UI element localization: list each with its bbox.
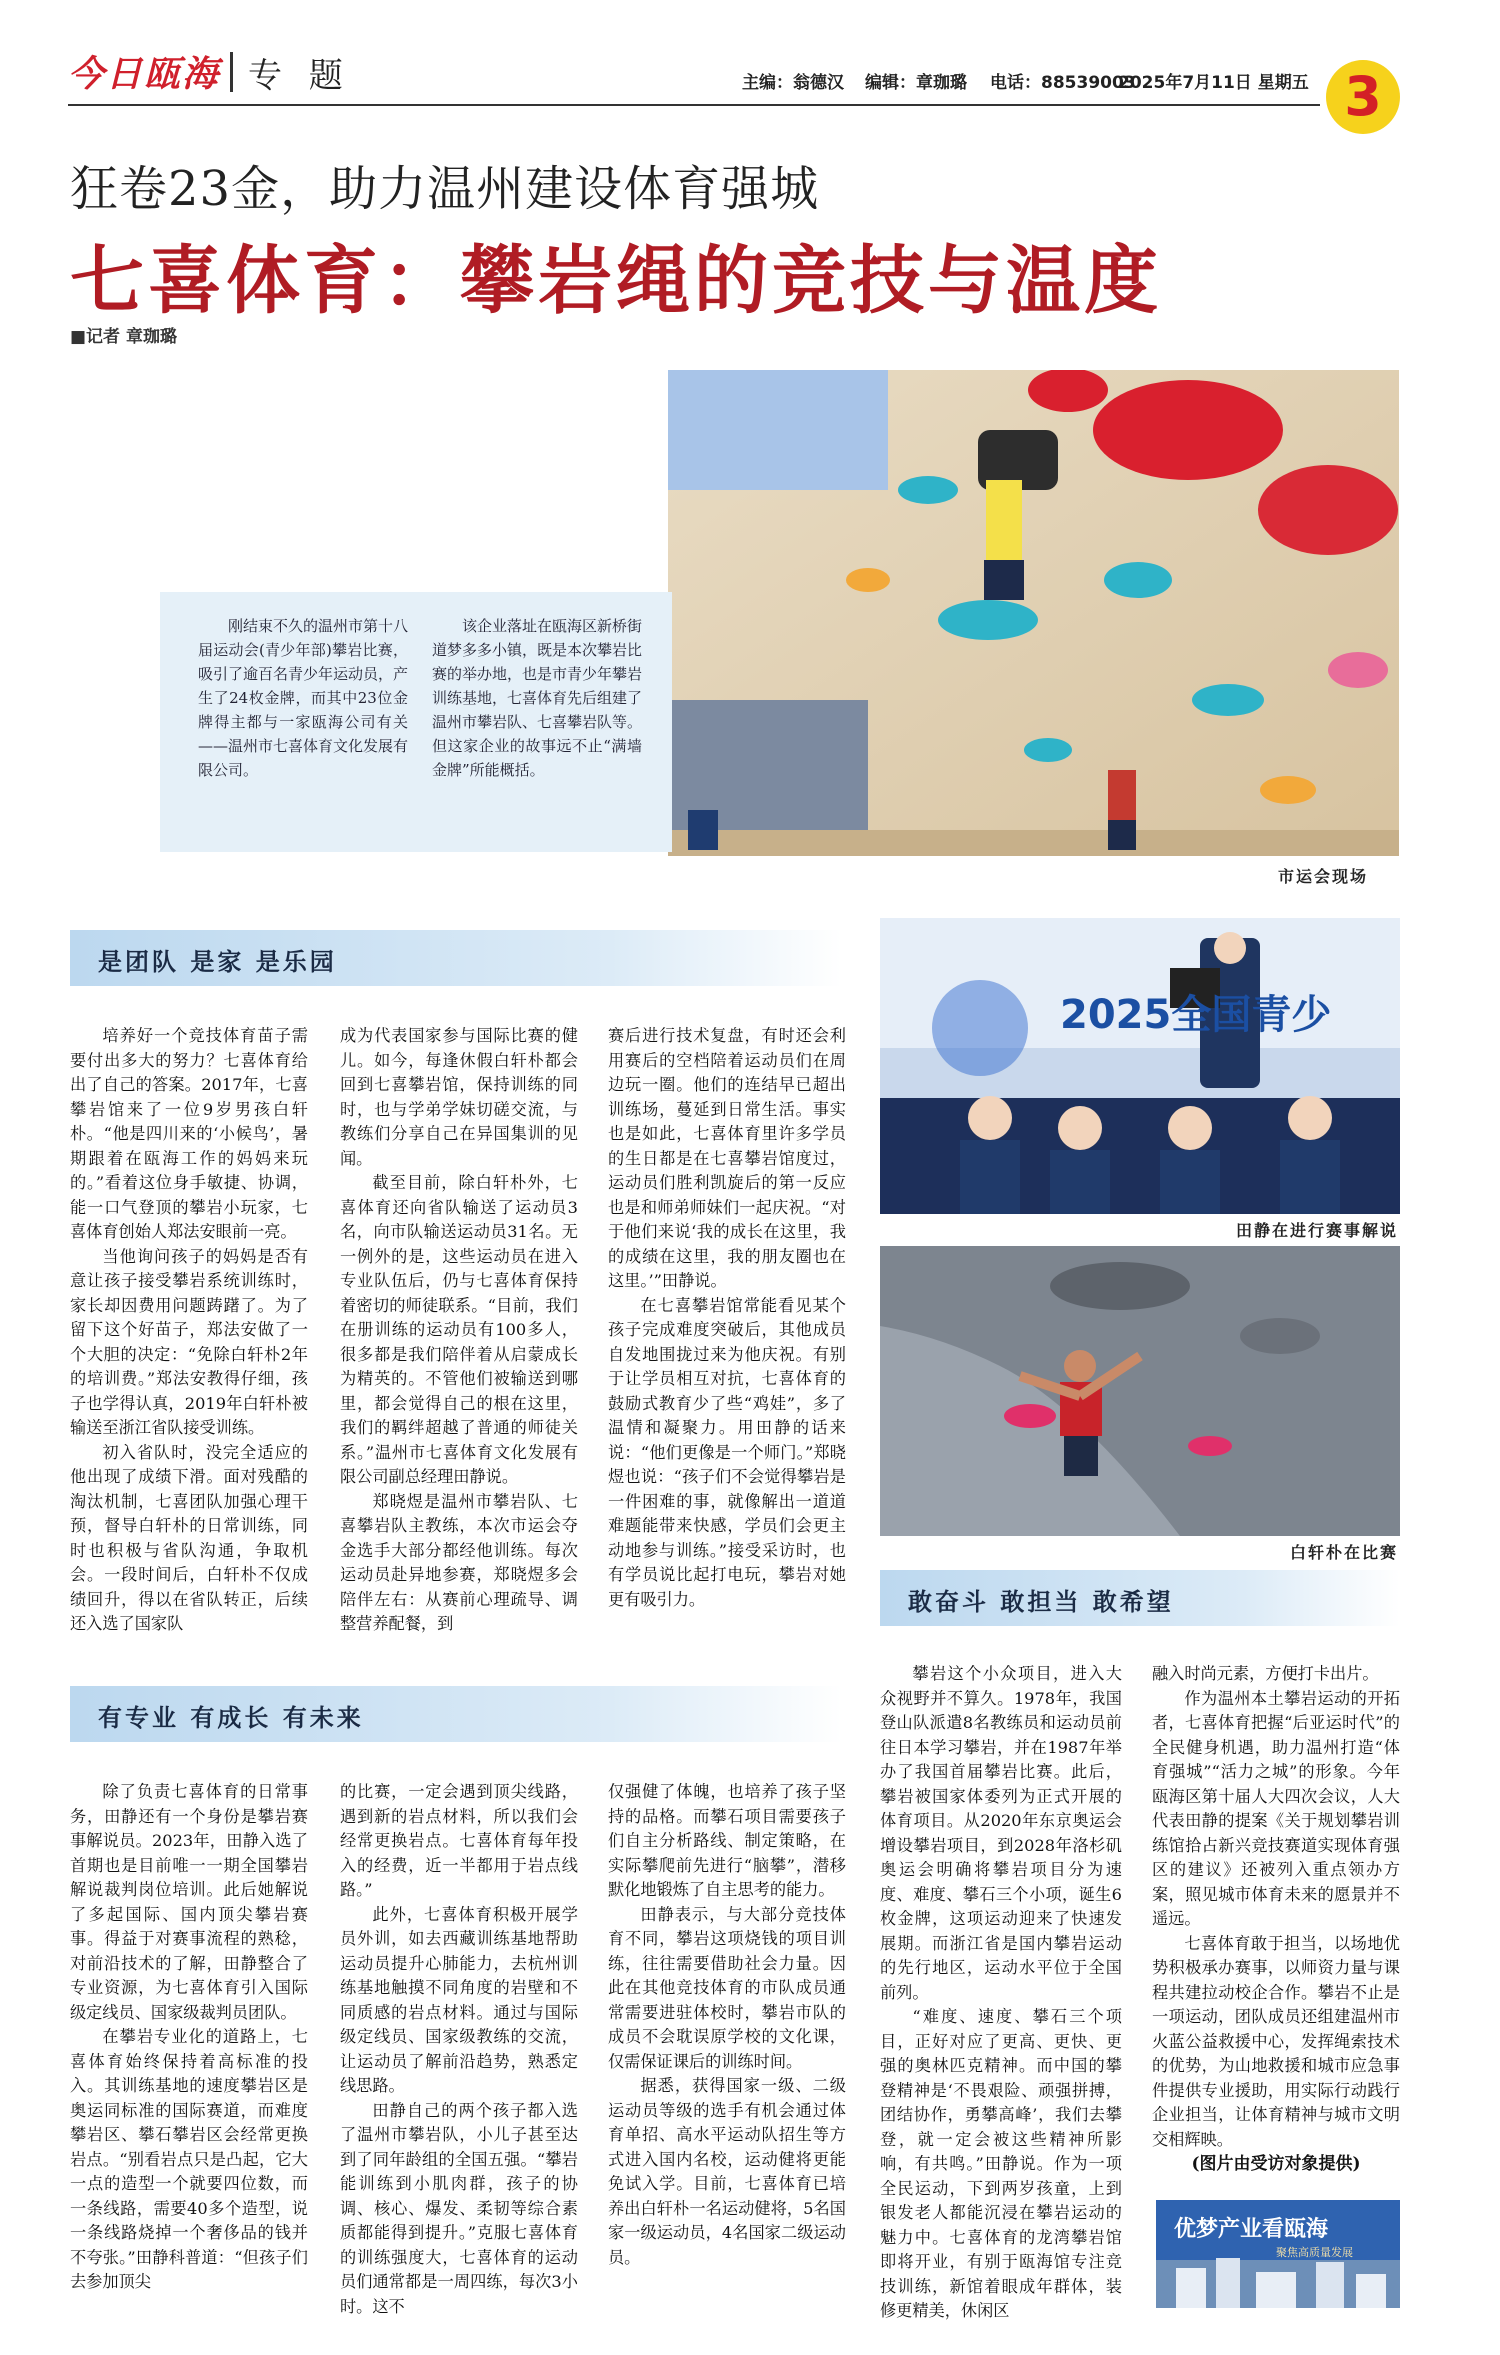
masthead-divider	[230, 52, 233, 92]
paragraph: 田静自己的两个孩子都入选了温州市攀岩队，小儿子甚至达到了同年龄组的全国五强。“攀岩能训练到小肌肉群，孩子的协调、核心、爆发、柔韧等综合素质都能得到提升。”克服七喜体育的训练强度大，七喜体育的运动员们通常都是一周四练，每次3小时。这不	[340, 2100, 578, 2316]
climbing-wall-illustration	[668, 370, 1399, 856]
paragraph: 截至目前，除白轩朴外，七喜体育还向省队输送了运动员3名，向市队输送运动员31名。无一例外的是，这些运动员在进入专业队伍后，仍与七喜体育保持着密切的师徒联系。“目前，我们在册训练的运动员有100多人，很多都是我们陪伴着从启蒙成长为精英的。不管他们被输送到哪里，都会觉得自己的根在这里，我们的羁绊超越了普通的师徒关系。”温州市七喜体育文化发展有限公司副总经理田静说。	[340, 1173, 578, 1486]
paragraph: 攀岩这个小众项目，进入大众视野并不算久。1978年，我国登山队派遣8名教练员和运动员前往日本学习攀岩，并在1987年举办了我国首届攀岩比赛。此后，攀岩被国家体委列为正式开展的体育项目。从2020年东京奥运会增设攀岩项目，到2028年洛杉矶奥运会明确将攀岩项目分为速度、难度、攀石三个小项，诞生6枚金牌，这项运动迎来了快速发展期。而浙江省是国内攀岩运动的先行地区，运动水平位于全国前列。	[880, 1664, 1122, 2002]
paragraph: 当他询问孩子的妈妈是否有意让孩子接受攀岩系统训练时，家长却因费用问题踌躇了。为了留下这个好苗子，郑法安做了一个大胆的决定：“免除白轩朴2年的培训费。”郑法安教得仔细，孩子也学得认真，2019年白轩朴被输送至浙江省队接受训练。	[70, 1246, 308, 1437]
photo-commentary	[880, 918, 1400, 1214]
paragraph: 在七喜攀岩馆常能看见某个孩子完成难度突破后，其他成员自发地围拢过来为他庆祝。有别于让学员相互对抗，七喜体育的鼓励式教育少了些“鸡娃”，多了温情和凝聚力。用田静的话来说：“他们更像是一个师门。”郑晓煜也说：“孩子们不会觉得攀岩是一件困难的事，就像解出一道道难题能带来快感，学员们会更主动地参与训练。”接受采访时，也有学员说比起打电玩，攀岩对她更有吸引力。	[608, 1295, 846, 1609]
section-header-team	[70, 930, 842, 986]
climber-caption: 白轩朴在比赛	[1290, 1543, 1399, 1562]
promo-subtitle: 聚焦高质量发展	[1276, 2246, 1353, 2259]
paragraph: 成为代表国家参与国际比赛的健儿。如今，每逢休假白轩朴都会回到七喜攀岩馆，保持训练的同时，也与学弟学妹切磋交流，与教练们分享自己在异国集训的见闻。	[340, 1026, 578, 1168]
lead-column-1: 刚结束不久的温州市第十八届运动会(青少年部)攀岩比赛，吸引了逾百名青少年运动员，产生了24枚金牌，而其中23位金牌得主都与一家瓯海公司有关——温州市七喜体育文化发展有限公司。	[198, 617, 409, 779]
paragraph: 赛后进行技术复盘，有时还会利用赛后的空档陪着运动员们在周边玩一圈。他们的连结早已超出训练场，蔓延到日常生活。事实也是如此，七喜体育里许多学员的生日都是在七喜攀岩馆度过，运动员们胜利凯旋后的第一反应也是和师弟师妹们一起庆祝。“对于他们来说‘我的成长在这里，我的成绩在这里，我的朋友圈也在这里。’”田静说。	[608, 1026, 846, 1290]
article-byline: ■记者 章珈璐	[70, 327, 177, 347]
page-number-badge: 3	[1326, 60, 1400, 134]
section-title: 有专业 有成长 有未来	[98, 1704, 364, 1732]
paragraph: 融入时尚元素，方便打卡出片。	[1152, 1664, 1379, 1683]
climber-illustration	[880, 1246, 1400, 1536]
section-header-courage	[880, 1570, 1400, 1626]
section2-column-2	[340, 1780, 578, 2319]
banner-text: 2025全国青少	[1060, 992, 1332, 1038]
promo-banner	[1156, 2200, 1400, 2308]
paragraph: “难度、速度、攀石三个项目，正好对应了更高、更快、更强的奥林匹克精神。而中国的攀登精神是‘不畏艰险、顽强拼搏，团结协作，勇攀高峰’，我们去攀登，就一定会被这些精神所影响，有共鸣。”田静说。作为一项全民运动，下到两岁孩童，上到银发老人都能沉浸在攀岩运动的魅力中。七喜体育的龙湾攀岩馆即将开业，有别于瓯海馆专注竞技训练，新馆着眼成年群体，装修更精美，休闲区	[880, 2007, 1122, 2320]
section2-column-1	[70, 1780, 308, 2295]
section3-column-2	[1152, 1662, 1400, 2177]
phone-number: 电话：88539003	[990, 73, 1136, 93]
paragraph: 在攀岩专业化的道路上，七喜体育始终保持着高标准的投入。其训练基地的速度攀岩区是奥运同标准的国际赛道，而难度攀岩区、攀石攀岩区会经常更换岩点。“别看岩点只是凸起，它大一点的造型一个就要四位数，而一条线路，需要40多个造型，说一条线路烧掉一个奢侈品的钱并不夸张。”田静科普道：“但孩子们去参加顶尖	[70, 2027, 308, 2291]
lead-column-2: 该企业落址在瓯海区新桥街道梦多多小镇，既是本次攀岩比赛的举办地，也是市青少年攀岩训练基地，七喜体育先后组建了温州市攀岩队、七喜攀岩队等。但这家企业的故事远不止“满墙金牌”所能概括。	[432, 617, 643, 779]
paragraph: 作为温州本土攀岩运动的开拓者，七喜体育把握“后亚运时代”的全民健身机遇，助力温州打造“体育强城”“活力之城”的形象。今年瓯海区第十届人大四次会议，人大代表田静的提案《关于规划攀岩训练馆拾占新兴竞技赛道实现体育强区的建议》还被列入重点领办方案，照见城市体育未来的愿景并不遥远。	[1152, 1688, 1400, 1928]
paragraph: 培养好一个竞技体育苗子需要付出多大的努力？七喜体育给出了自己的答案。2017年，七喜攀岩馆来了一位9岁男孩白轩朴。“他是四川来的‘小候鸟’，暑期跟着在瓯海工作的妈妈来玩的。”看着这位身手敏捷、协调，能一口气登顶的攀岩小玩家，七喜体育创始人郑法安眼前一亮。	[70, 1026, 308, 1241]
assistant-editor-credit: 编辑：章珈璐	[865, 73, 967, 93]
section2-column-3	[608, 1780, 846, 2270]
photo-credit: (图片由受访对象提供)	[1191, 2154, 1361, 2174]
issue-date: 2025年7月11日 星期五	[1118, 73, 1309, 93]
promo-title: 优梦产业看瓯海	[1174, 2217, 1329, 2242]
newspaper-logo: 今日瓯海	[68, 54, 221, 95]
section-header-professional	[70, 1686, 842, 1742]
paragraph: 除了负责七喜体育的日常事务，田静还有一个身份是攀岩赛事解说员。2023年，田静入选了首期也是目前唯一一期全国攀岩解说裁判岗位培训。此后她解说了多起国际、国内顶尖攀岩赛事。得益于对赛事流程的熟稔，对前沿技术的了解，田静整合了专业资源，为七喜体育引入国际级定线员、国家级裁判员团队。	[70, 1782, 308, 2022]
section1-column-1	[70, 1024, 308, 1637]
lead-summary-box	[160, 592, 672, 852]
section1-column-2	[340, 1024, 578, 1637]
article-headline: 七喜体育：攀岩绳的竞技与温度	[70, 238, 1162, 324]
section-name: 专 题	[248, 56, 351, 96]
paragraph: 七喜体育敢于担当，以场地优势积极承办赛事，以师资力量与课程共建拉动校企合作。攀岩不止是一项运动，团队成员还组建温州市火蓝公益救援中心，发挥绳索技术的优势，为山地救援和城市应急事件提供专业援助，用实际行动践行企业担当，让体育精神与城市文明交相辉映。	[1152, 1933, 1400, 2149]
paragraph: 田静表示，与大部分竞技体育不同，攀岩这项烧钱的项目训练，往往需要借助社会力量。因此在其他竞技体育的市队成员通常需要进驻体校时，攀岩市队的成员不会耽误原学校的文化课，仅需保证课后的训练时间。	[608, 1904, 846, 2071]
paragraph: 初入省队时，没完全适应的他出现了成绩下滑。面对残酷的淘汰机制，七喜团队加强心理干预，督导白轩朴的日常训练，同时也积极与省队沟通，争取机会。一段时间后，白轩朴不仅成绩回升，得以在省队转正，后续还入选了国家队	[70, 1442, 308, 1633]
paragraph: 仅强健了体魄，也培养了孩子坚持的品格。而攀石项目需要孩子们自主分析路线、制定策略，在实际攀爬前先进行“脑攀”，潜移默化地锻炼了自主思考的能力。	[608, 1782, 846, 1899]
section1-column-3	[608, 1024, 846, 1612]
editor-credit: 主编：翁德汉	[742, 73, 844, 93]
paragraph: 此外，七喜体育积极开展学员外训，如去西藏训练基地帮助运动员提升心肺能力，去杭州训练基地触摸不同角度的岩壁和不同质感的岩点材料。通过与国际级定线员、国家级教练的交流，让运动员了解前沿趋势，熟悉定线思路。	[340, 1904, 578, 2095]
promo-illustration	[1156, 2200, 1400, 2308]
paragraph: 郑晓煜是温州市攀岩队、七喜攀岩队主教练，本次市运会夺金选手大部分都经他训练。每次运动员赴异地参赛，郑晓煜多会陪伴左右：从赛前心理疏导、调整营养配餐，到	[340, 1491, 578, 1633]
section3-column-1	[880, 1662, 1122, 2324]
section-title: 敢奋斗 敢担当 敢希望	[908, 1588, 1174, 1616]
commentary-caption: 田静在进行赛事解说	[1236, 1221, 1399, 1240]
main-photo-caption: 市运会现场	[1278, 867, 1369, 886]
section-title: 是团队 是家 是乐园	[98, 948, 337, 976]
photo-climber	[880, 1246, 1400, 1536]
main-photo-climbing-wall	[668, 370, 1399, 856]
commentary-illustration	[880, 918, 1400, 1214]
article-kicker: 狂卷23金，助力温州建设体育强城	[70, 161, 820, 217]
paragraph: 的比赛，一定会遇到顶尖线路，遇到新的岩点材料，所以我们会经常更换岩点。七喜体育每年投入的经费，近一半都用于岩点线路。”	[340, 1782, 578, 1899]
paragraph: 据悉，获得国家一级、二级运动员等级的选手有机会通过体育单招、高水平运动队招生等方式进入国内名校，运动健将更能免试入学。目前，七喜体育已培养出白轩朴一名运动健将，5名国家一级运动员，4名国家二级运动员。	[608, 2076, 846, 2267]
masthead-rule	[68, 104, 1320, 106]
